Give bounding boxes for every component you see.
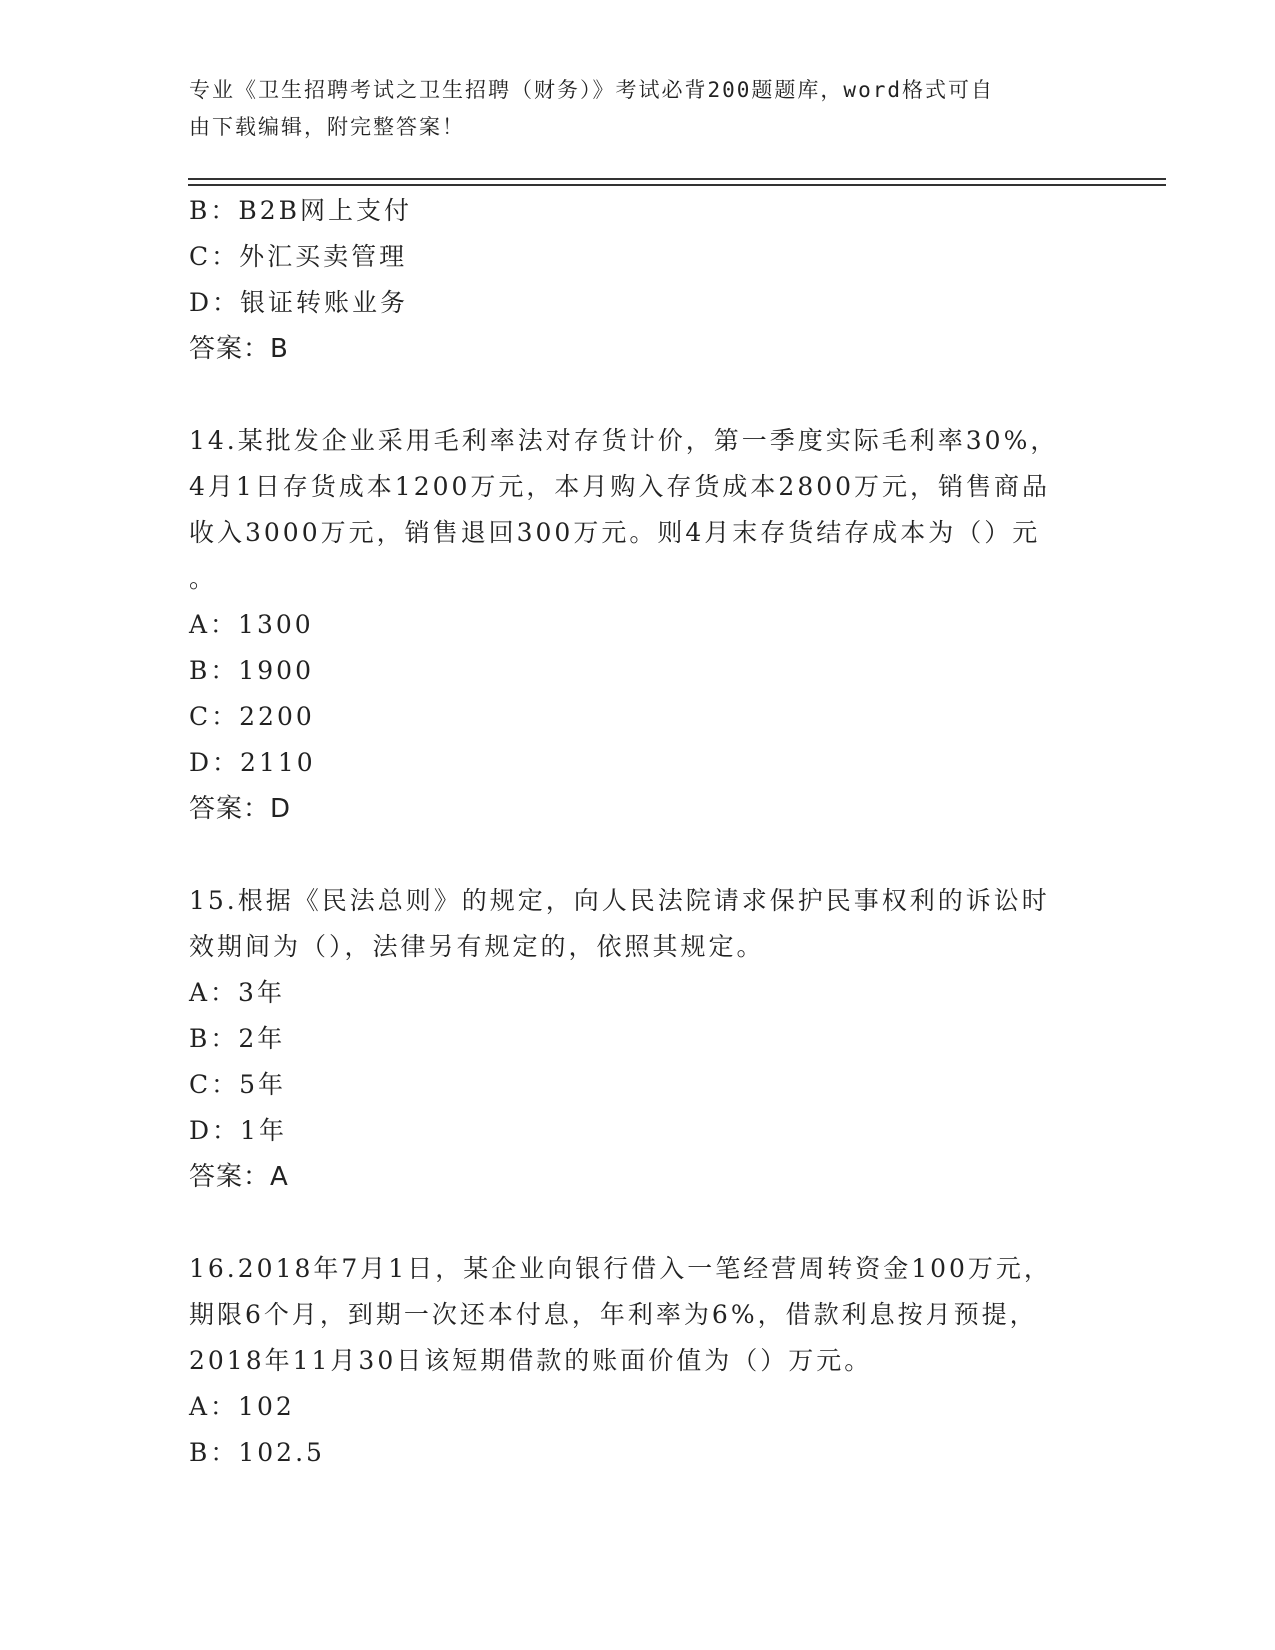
question-text-line: 收入3000万元，销售退回300万元。则4月末存货结存成本为（）元 [189,518,1041,547]
option-a: A：1300 [189,610,314,639]
answer: 答案：D [189,794,292,824]
header-line-2: 由下载编辑，附完整答案！ [189,115,465,139]
header-rule-bottom [188,184,1166,186]
answer: 答案：A [189,1162,289,1192]
question-text-line: 。 [189,564,218,593]
spacer [189,1200,1089,1246]
option-a: A：102 [189,1392,295,1421]
option-d: D：银证转账业务 [189,288,409,317]
option-a: A：3年 [189,978,285,1007]
answer: 答案：B [189,334,289,364]
spacer [189,372,1089,418]
option-c: C：外汇买卖管理 [189,242,408,271]
question-text-line: 效期间为（），法律另有规定的，依照其规定。 [189,932,765,961]
question-text-line: 16.2018年7月1日，某企业向银行借入一笔经营周转资金100万元， [189,1254,1052,1283]
question-text-line: 期限6个月，到期一次还本付息，年利率为6%，借款利息按月预提， [189,1300,1038,1329]
question-text-line: 4月1日存货成本1200万元，本月购入存货成本2800万元，销售商品 [189,472,1051,501]
option-b: B：1900 [189,656,314,685]
question-14 [189,418,1089,832]
option-b: B：2年 [189,1024,286,1053]
question-text-line: 2018年11月30日该短期借款的账面价值为（）万元。 [189,1346,873,1375]
document-body [189,188,1089,1476]
question-text-line: 14.某批发企业采用毛利率法对存货计价，第一季度实际毛利率30%， [189,426,1059,455]
question-text-line: 15.根据《民法总则》的规定，向人民法院请求保护民事权利的诉讼时 [189,886,1050,915]
question-13-tail [189,188,1089,372]
spacer [189,832,1089,878]
page-header [189,72,1089,146]
option-c: C：5年 [189,1070,287,1099]
option-c: C：2200 [189,702,315,731]
question-16 [189,1246,1089,1476]
header-line-1: 专业《卫生招聘考试之卫生招聘（财务）》考试必背200题题库，word格式可自 [189,78,994,102]
option-b: B：B2B网上支付 [189,196,413,225]
option-b: B：102.5 [189,1438,325,1467]
header-rule-top [188,178,1166,180]
option-d: D：1年 [189,1116,287,1145]
option-d: D：2110 [189,748,316,777]
question-15 [189,878,1089,1200]
